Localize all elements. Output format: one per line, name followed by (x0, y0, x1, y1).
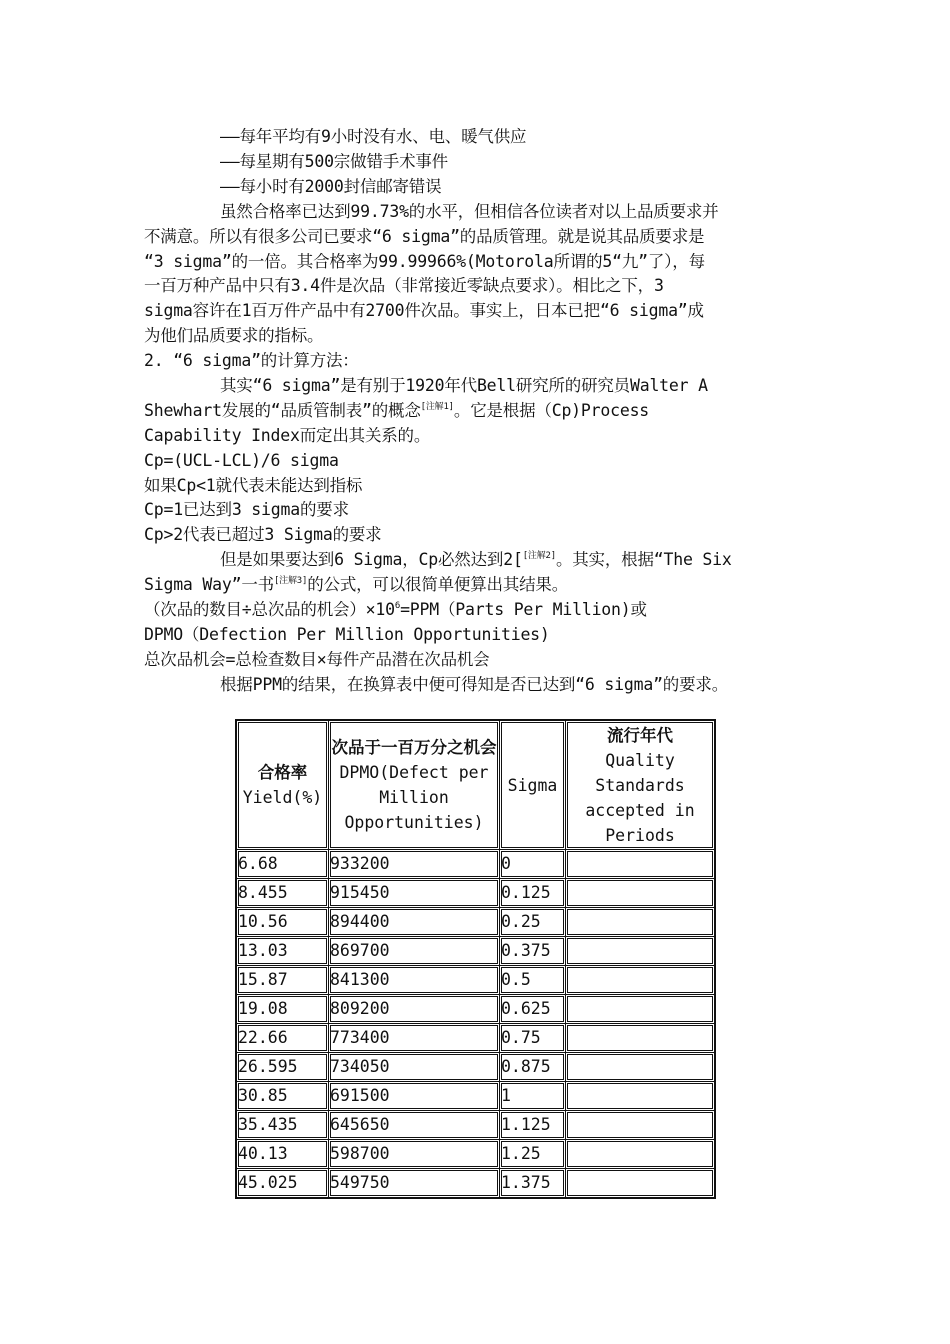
cell-dpmo: 869700 (329, 937, 500, 966)
cell-yield: 45.025 (236, 1169, 329, 1199)
sigma-conversion-table (235, 719, 716, 1199)
text-line: 但是如果要达到6 Sigma，Cp必然达到2[[注解2]。其实，根据“The Six (220, 550, 732, 569)
text-line: ——每年平均有9小时没有水、电、暖气供应 (220, 127, 527, 146)
cell-yield: 10.56 (236, 908, 329, 937)
cell-era (566, 1140, 716, 1169)
text-line: “3 sigma”的一倍。其合格率为99.99966%(Motorola所谓的5“九”了），每 (144, 252, 705, 271)
cell-sigma: 0 (500, 850, 566, 879)
table-row (236, 937, 715, 966)
cell-era (566, 1111, 716, 1140)
header-yield: 合格率 Yield(%) (236, 720, 329, 850)
text-line: Capability Index而定出其关系的。 (144, 426, 431, 445)
text-line: Shewhart发展的“品质管制表”的概念[注解1]。它是根据（Cp)Process (144, 401, 650, 420)
footnote-ref-2: [注解2] (522, 551, 556, 561)
cell-sigma: 0.125 (500, 879, 566, 908)
text-line: DPMO（Defection Per Million Opportunities) (144, 625, 550, 644)
cell-dpmo: 598700 (329, 1140, 500, 1169)
cell-dpmo: 809200 (329, 995, 500, 1024)
table-row (236, 1140, 715, 1169)
text-line: 为他们品质要求的指标。 (144, 326, 324, 345)
cell-sigma: 0.375 (500, 937, 566, 966)
header-sigma: Sigma (500, 720, 566, 850)
section-heading: 2. “6 sigma”的计算方法： (144, 351, 359, 370)
cell-yield: 19.08 (236, 995, 329, 1024)
text-line: Cp=1已达到3 sigma的要求 (144, 500, 349, 519)
table-row (236, 1024, 715, 1053)
table-row (236, 850, 715, 879)
text-line: 如果Cp<1就代表未能达到指标 (144, 476, 363, 495)
formula-line: Cp=(UCL-LCL)/6 sigma (144, 451, 339, 470)
cell-sigma: 0.25 (500, 908, 566, 937)
formula-line: （次品的数目÷总次品的机会）$\times 10^6=PPM(Parts$ Per Million)或 (144, 600, 647, 619)
cell-dpmo: 894400 (329, 908, 500, 937)
cell-sigma: 1.125 (500, 1111, 566, 1140)
text-line: sigma容许在1百万件产品中有2700件次品。事实上，日本已把“6 sigma”成 (144, 301, 704, 320)
footnote-ref-1: [注解1] (420, 402, 454, 412)
text-line: Sigma Way”一书[注解3]的公式，可以很简单便算出其结果。 (144, 575, 569, 594)
cell-era (566, 966, 716, 995)
text-line: 虽然合格率已达到99.73%的水平，但相信各位读者对以上品质要求并 (220, 202, 719, 221)
cell-dpmo: 691500 (329, 1082, 500, 1111)
table-header-row (236, 720, 715, 850)
cell-sigma: 0.625 (500, 995, 566, 1024)
table-row (236, 908, 715, 937)
header-dpmo: 次品于一百万分之机会 DPMO(Defect per Million Opportunities) (329, 720, 500, 850)
header-era: 流行年代 Quality Standards accepted in Periods (566, 720, 716, 850)
cell-era (566, 1082, 716, 1111)
table-row (236, 1111, 715, 1140)
text-line: 其实“6 sigma”是有别于1920年代Bell研究所的研究员Walter A (220, 376, 708, 395)
text-line: 根据PPM的结果，在换算表中便可得知是否已达到“6 sigma”的要求。 (220, 675, 729, 694)
text-line: ——每小时有2000封信邮寄错误 (220, 177, 442, 196)
table-row (236, 1169, 715, 1199)
cell-yield: 40.13 (236, 1140, 329, 1169)
cell-sigma: 1 (500, 1082, 566, 1111)
cell-yield: 6.68 (236, 850, 329, 879)
cell-dpmo: 549750 (329, 1169, 500, 1199)
cell-era (566, 1169, 716, 1199)
text-line: ——每星期有500宗做错手术事件 (220, 152, 448, 171)
cell-era (566, 1053, 716, 1082)
text-line: 不满意。所以有很多公司已要求“6 sigma”的品质管理。就是说其品质要求是 (144, 227, 705, 246)
cell-sigma: 1.375 (500, 1169, 566, 1199)
cell-dpmo: 645650 (329, 1111, 500, 1140)
table-row (236, 995, 715, 1024)
table-row (236, 1082, 715, 1111)
cell-dpmo: 841300 (329, 966, 500, 995)
cell-dpmo: 734050 (329, 1053, 500, 1082)
text-line: Cp>2代表已超过3 Sigma的要求 (144, 525, 382, 544)
table-row (236, 966, 715, 995)
cell-yield: 15.87 (236, 966, 329, 995)
exponent: 6 (394, 601, 401, 611)
formula-line: 总次品机会=总检查数目×每件产品潜在次品机会 (144, 650, 490, 669)
cell-sigma: 0.75 (500, 1024, 566, 1053)
cell-yield: 22.66 (236, 1024, 329, 1053)
table-row (236, 879, 715, 908)
cell-sigma: 0.875 (500, 1053, 566, 1082)
cell-era (566, 937, 716, 966)
cell-era (566, 908, 716, 937)
cell-yield: 26.595 (236, 1053, 329, 1082)
cell-era (566, 995, 716, 1024)
text-line: 一百万种产品中只有3.4件是次品（非常接近零缺点要求）。相比之下，3 (144, 276, 664, 295)
cell-dpmo: 915450 (329, 879, 500, 908)
cell-yield: 35.435 (236, 1111, 329, 1140)
cell-sigma: 1.25 (500, 1140, 566, 1169)
cell-dpmo: 773400 (329, 1024, 500, 1053)
cell-era (566, 1024, 716, 1053)
table-row (236, 1053, 715, 1082)
cell-yield: 8.455 (236, 879, 329, 908)
cell-dpmo: 933200 (329, 850, 500, 879)
cell-era (566, 850, 716, 879)
cell-era (566, 879, 716, 908)
cell-sigma: 0.5 (500, 966, 566, 995)
cell-yield: 13.03 (236, 937, 329, 966)
cell-yield: 30.85 (236, 1082, 329, 1111)
footnote-ref-3: [注解3] (273, 576, 308, 586)
